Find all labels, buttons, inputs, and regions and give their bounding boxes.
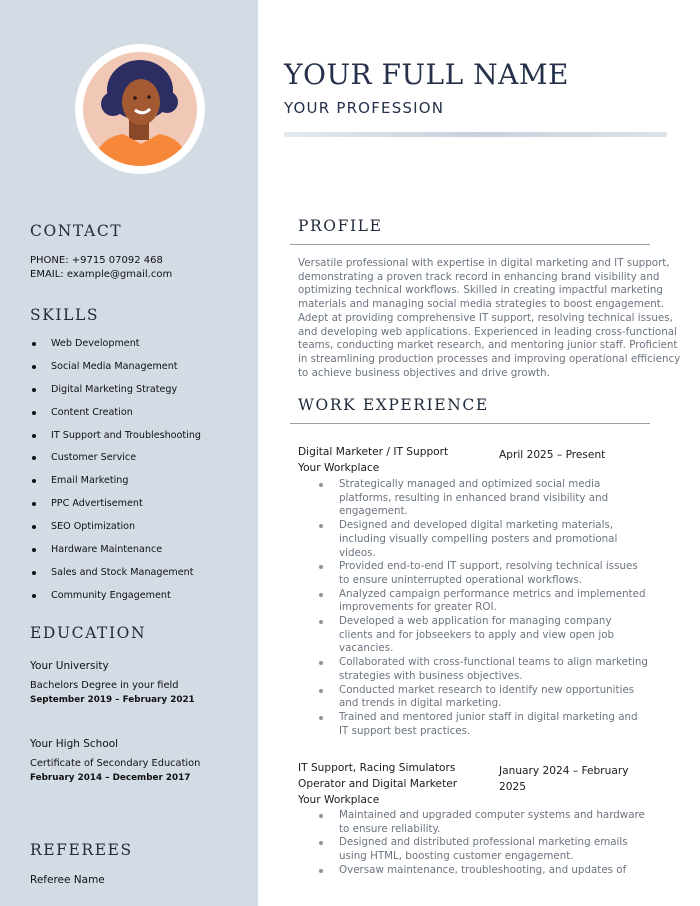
- work-experience-heading: WORK EXPERIENCE: [298, 396, 489, 414]
- skill-item: IT Support and Troubleshooting: [30, 428, 201, 451]
- job-bullet: Designed and distributed professional marketing emails using HTML, boosting customer engagement.: [298, 836, 648, 863]
- job-workplace: Your Workplace: [298, 462, 380, 474]
- job-bullet: Analyzed campaign performance metrics and implemented improvements for greater ROI.: [298, 588, 648, 615]
- education-degree: Certificate of Secondary Education: [30, 758, 201, 769]
- contact-heading: CONTACT: [30, 222, 123, 240]
- job-bullet: Conducted market research to identify new opportunities and trends in digital marketing.: [298, 684, 648, 711]
- job-bullet: Oversaw maintenance, troubleshooting, and updates of: [298, 864, 648, 878]
- name-divider: [284, 132, 667, 137]
- skill-item: Email Marketing: [30, 473, 201, 496]
- job-dates: January 2024 – February 2025: [499, 765, 629, 793]
- skills-heading: SKILLS: [30, 306, 100, 324]
- job-bullets: [298, 809, 648, 878]
- education-heading: EDUCATION: [30, 624, 147, 642]
- skill-item: Digital Marketing Strategy: [30, 382, 201, 405]
- skill-item: Content Creation: [30, 405, 201, 428]
- job-title: Digital Marketer / IT Support: [298, 446, 449, 458]
- skills-list: [30, 336, 201, 611]
- skill-item: Community Engagement: [30, 588, 201, 611]
- job-bullet: Developed a web application for managing company clients and for jobseekers to apply and view open job vacancies.: [298, 615, 648, 656]
- education-dates: February 2014 – December 2017: [30, 773, 191, 783]
- job-dates: April 2025 – Present: [499, 449, 606, 461]
- education-school: Your High School: [30, 738, 119, 750]
- job-title: IT Support, Racing Simulators Operator and Digital Marketer: [298, 762, 458, 790]
- profile-divider: [290, 244, 650, 245]
- profile-heading: PROFILE: [298, 217, 383, 235]
- education-dates: September 2019 – February 2021: [30, 695, 195, 705]
- job-bullet: Maintained and upgraded computer systems and hardware to ensure reliability.: [298, 809, 648, 836]
- skill-item: SEO Optimization: [30, 519, 201, 542]
- job-bullet: Provided end-to-end IT support, resolving technical issues to ensure uninterrupted operational workflows.: [298, 560, 648, 587]
- contact-phone: PHONE: +9715 07092 468: [30, 255, 163, 266]
- skill-item: Customer Service: [30, 450, 201, 473]
- skill-item: Social Media Management: [30, 359, 201, 382]
- referee-name: Referee Name: [30, 874, 105, 886]
- contact-email: EMAIL: example@gmail.com: [30, 269, 173, 280]
- skill-item: Web Development: [30, 336, 201, 359]
- skill-item: PPC Advertisement: [30, 496, 201, 519]
- skill-item: Hardware Maintenance: [30, 542, 201, 565]
- skill-item: Sales and Stock Management: [30, 565, 201, 588]
- job-bullet: Designed and developed digital marketing materials, including visually compelling posters and promotional videos.: [298, 519, 648, 560]
- sidebar: [0, 0, 258, 906]
- job-bullet: Collaborated with cross-functional teams to align marketing strategies with business objectives.: [298, 656, 648, 683]
- full-name: YOUR FULL NAME: [284, 58, 569, 91]
- job-bullets: [298, 478, 648, 738]
- profile-photo-icon: [83, 52, 197, 166]
- job-bullet: Strategically managed and optimized social media platforms, resulting in enhanced brand visibility and engagement.: [298, 478, 648, 519]
- profession: YOUR PROFESSION: [284, 99, 445, 117]
- work-experience-divider: [290, 423, 650, 424]
- education-school: Your University: [30, 660, 109, 672]
- job-bullet: Trained and mentored junior staff in digital marketing and IT support best practices.: [298, 711, 648, 738]
- education-degree: Bachelors Degree in your field: [30, 680, 179, 691]
- profile-text: Versatile professional with expertise in digital marketing and IT support, demonstrating a proven track record in enhancing brand visibility and optimizing technical workflows. Skilled in creating impactful marketing materials and managing social media strategies to boost engagement. Adept at providing comprehensive IT support, resolving technical issues, and developing web applications. Experienced in leading cross-functional teams, conducting market research, and mentoring junior staff. Proficient in streamlining production processes and improving operational efficiency to achieve business objectives and drive growth.: [298, 257, 681, 379]
- avatar: [75, 44, 205, 174]
- job-workplace: Your Workplace: [298, 794, 380, 806]
- referees-heading: REFEREES: [30, 841, 133, 859]
